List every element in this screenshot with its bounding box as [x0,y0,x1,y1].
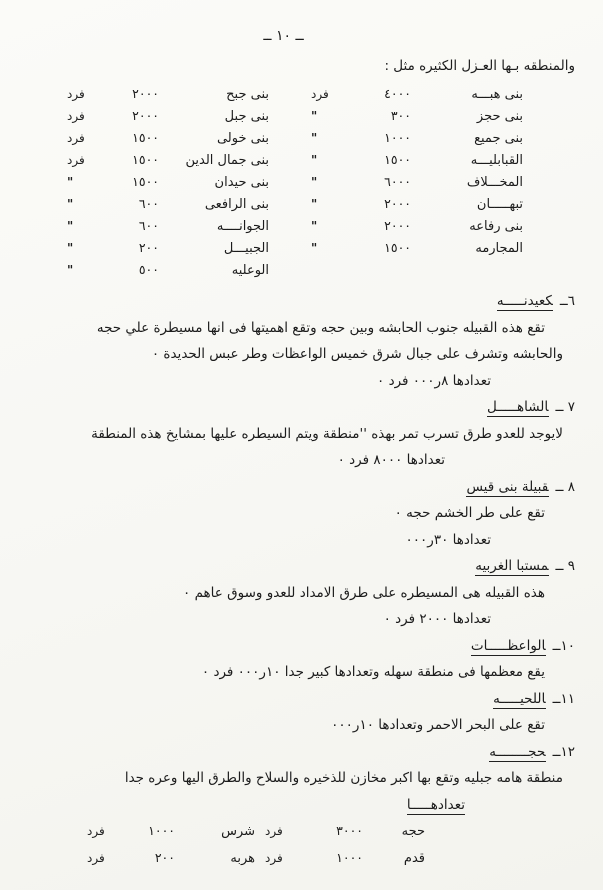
tribe-count: ٦٠٠ " [67,196,159,211]
section-number: ١١ــ [552,690,575,707]
section-number: ٨ ــ [555,478,575,495]
table-row [60,130,523,152]
ditto-mark: " [67,219,74,233]
section-number: ١٠ــ [552,637,575,654]
place-name: حجه [401,824,425,839]
section-10 [0,633,603,686]
tribe-name: بنى الرافعى [204,197,269,212]
section-line: منطقة هامه جبليه وتقع بها اكبر مخازن للذخيره والسلاح والطرق اليها وعره جدا [124,770,563,786]
tribe-count: ٢٠٠٠ فرد [67,86,159,101]
ditto-mark: " [311,219,318,233]
tribe-name: بنى حيدان [214,175,269,190]
table-row [60,262,523,284]
ditto-mark: " [311,175,318,189]
section-heading [0,288,603,315]
table-row [60,218,523,240]
section-line: تقع على البحر الاحمر وتعدادها ١٠ر٠٠٠ [331,717,545,733]
section-title: حجــــــــه [489,743,546,760]
section-number: ٩ ــ [555,558,575,574]
tribe-count: ١٥٠٠ فرد [67,130,159,145]
tribe-name: بنى جمال الدين [185,153,269,168]
tribe-name: الجبيـــل [223,241,269,256]
place-name: قدم [403,850,425,866]
tribe-count: ٥٠٠ " [67,262,159,277]
tribes-population-table [60,86,523,284]
section-12 [0,739,603,872]
section-line: يقع معظمها فى منطقة سهله وتعدادها كبير جدا ١٠ر٠٠٠ فرد ٠ [201,664,545,680]
tribe-name: الوعليه [231,263,269,278]
table-row [0,818,425,845]
place-name: شرس [221,824,255,839]
ditto-mark: " [311,197,318,211]
tribe-count: ٢٠٠٠ " [311,218,411,233]
section-line: والحابشه وتشرف على جبال شرق خميس الواعظات وطر عبس الحديدة ٠ [151,346,563,362]
section-line: هذه القبيله هى المسيطره على طرق الامداد للعدو وسوق عاهم ٠ [183,584,545,601]
section-number: ٦ــ [559,293,575,309]
tribe-count: ٢٠٠٠ " [311,196,411,211]
section-population-line: تعدادها ٨ر٠٠٠ فرد ٠ [377,372,491,389]
table-row [60,240,523,262]
section-title: الشاهـــــل [487,399,549,415]
section-9 [0,553,603,633]
table-row [60,196,523,218]
ditto-mark: " [311,241,318,255]
census-table [0,818,425,871]
table-row [60,108,523,130]
tribe-name: تبهـــــان [476,197,523,212]
section-line: تقع هذه القبيله جنوب الحابشه وبين حجه وتقع اهميتها فى انها مسيطرة علي حجه [96,319,545,336]
tribe-name: بنى حجز [476,109,523,124]
place-count: ١٠٠٠ فرد [265,849,363,865]
tribe-name: المجارمه [475,241,523,256]
tribe-count: ١٥٠٠ فرد [67,152,159,167]
tribe-name: الجوانــــه [216,219,269,234]
place-count: ١٠٠٠ فرد [87,823,175,838]
section-population-line: تعدادها ٣٠ر٠٠٠ [405,531,491,548]
place-count: ٢٠٠ فرد [87,849,175,865]
section-11 [0,686,603,739]
section-number: ١٢ــ [552,743,575,760]
section-heading [0,553,603,580]
section-heading [0,394,603,421]
section-heading [0,474,603,501]
section-population-line: تعدادها ٢٠٠٠ فرد ٠ [383,611,491,627]
table-row [60,86,523,108]
section-6 [0,288,603,394]
tribe-count: ٦٠٠٠ " [311,174,411,189]
tribe-name: بنى جبح [226,87,269,102]
tribe-name: القبابليـــه [470,153,523,168]
tribe-name: بنى جبل [224,109,269,124]
tribe-count: ١٥٠٠ " [311,240,411,255]
ditto-mark: " [311,109,318,123]
tribe-count: ٤٠٠٠ فرد [311,86,411,101]
section-heading [0,739,603,766]
tribe-name: بنى خولى [216,131,269,146]
table-row [60,174,523,196]
place-count: ٣٠٠٠ فرد [265,823,363,838]
census-label: تعدادهـــــا [406,796,465,813]
ditto-mark: " [67,263,74,277]
tribe-name: المخـــلاف [466,175,523,190]
section-title: قبيلة بنى قيس [466,478,549,495]
tribe-name: بنى هبـــه [471,87,523,102]
ditto-mark: " [67,197,74,211]
tribe-name: بنى رفاعه [469,219,523,234]
section-number: ٧ ــ [555,399,575,415]
tribe-name: بنى جميع [474,131,523,146]
section-7 [0,394,603,474]
tribe-count: ١٥٠٠ " [67,174,159,189]
section-title: كعيدنـــــه [496,293,553,309]
tribe-count: ٢٠٠ " [67,240,159,255]
section-population-line: تعدادها ٨٠٠٠ فرد ٠ [337,452,445,468]
intro-line: والمنطقه بـها العـزل الكثيره مثل : [384,58,575,74]
tribe-count: ٢٠٠٠ فرد [67,108,159,123]
tribe-count: ١٠٠٠ " [311,130,411,145]
tribe-count: ١٥٠٠ " [311,152,411,167]
section-heading [0,686,603,713]
ditto-mark: " [67,175,74,189]
section-line: تقع على طر الخشم حجه ٠ [394,505,545,521]
tribe-count: ٦٠٠ " [67,218,159,233]
sections-list [0,288,603,871]
section-heading [0,633,603,660]
tribe-count: ٣٠٠ " [311,108,411,123]
table-row [0,845,425,872]
table-row [60,152,523,174]
section-line: لايوجد للعدو طرق تسرب تمر بهذه ''منطقة ويتم السيطره عليها بمشايخ هذه المنطقة [91,425,563,442]
section-title: اللحيـــــه [493,690,546,707]
ditto-mark: " [311,153,318,167]
section-title: مستبا الغربيه [475,558,549,574]
section-title: الواعظـــــات [470,637,546,654]
ditto-mark: " [311,131,318,145]
page-number: ــ ١٠ ــ [263,28,304,44]
place-name: هربه [230,850,255,866]
section-8 [0,474,603,554]
ditto-mark: " [67,241,74,255]
